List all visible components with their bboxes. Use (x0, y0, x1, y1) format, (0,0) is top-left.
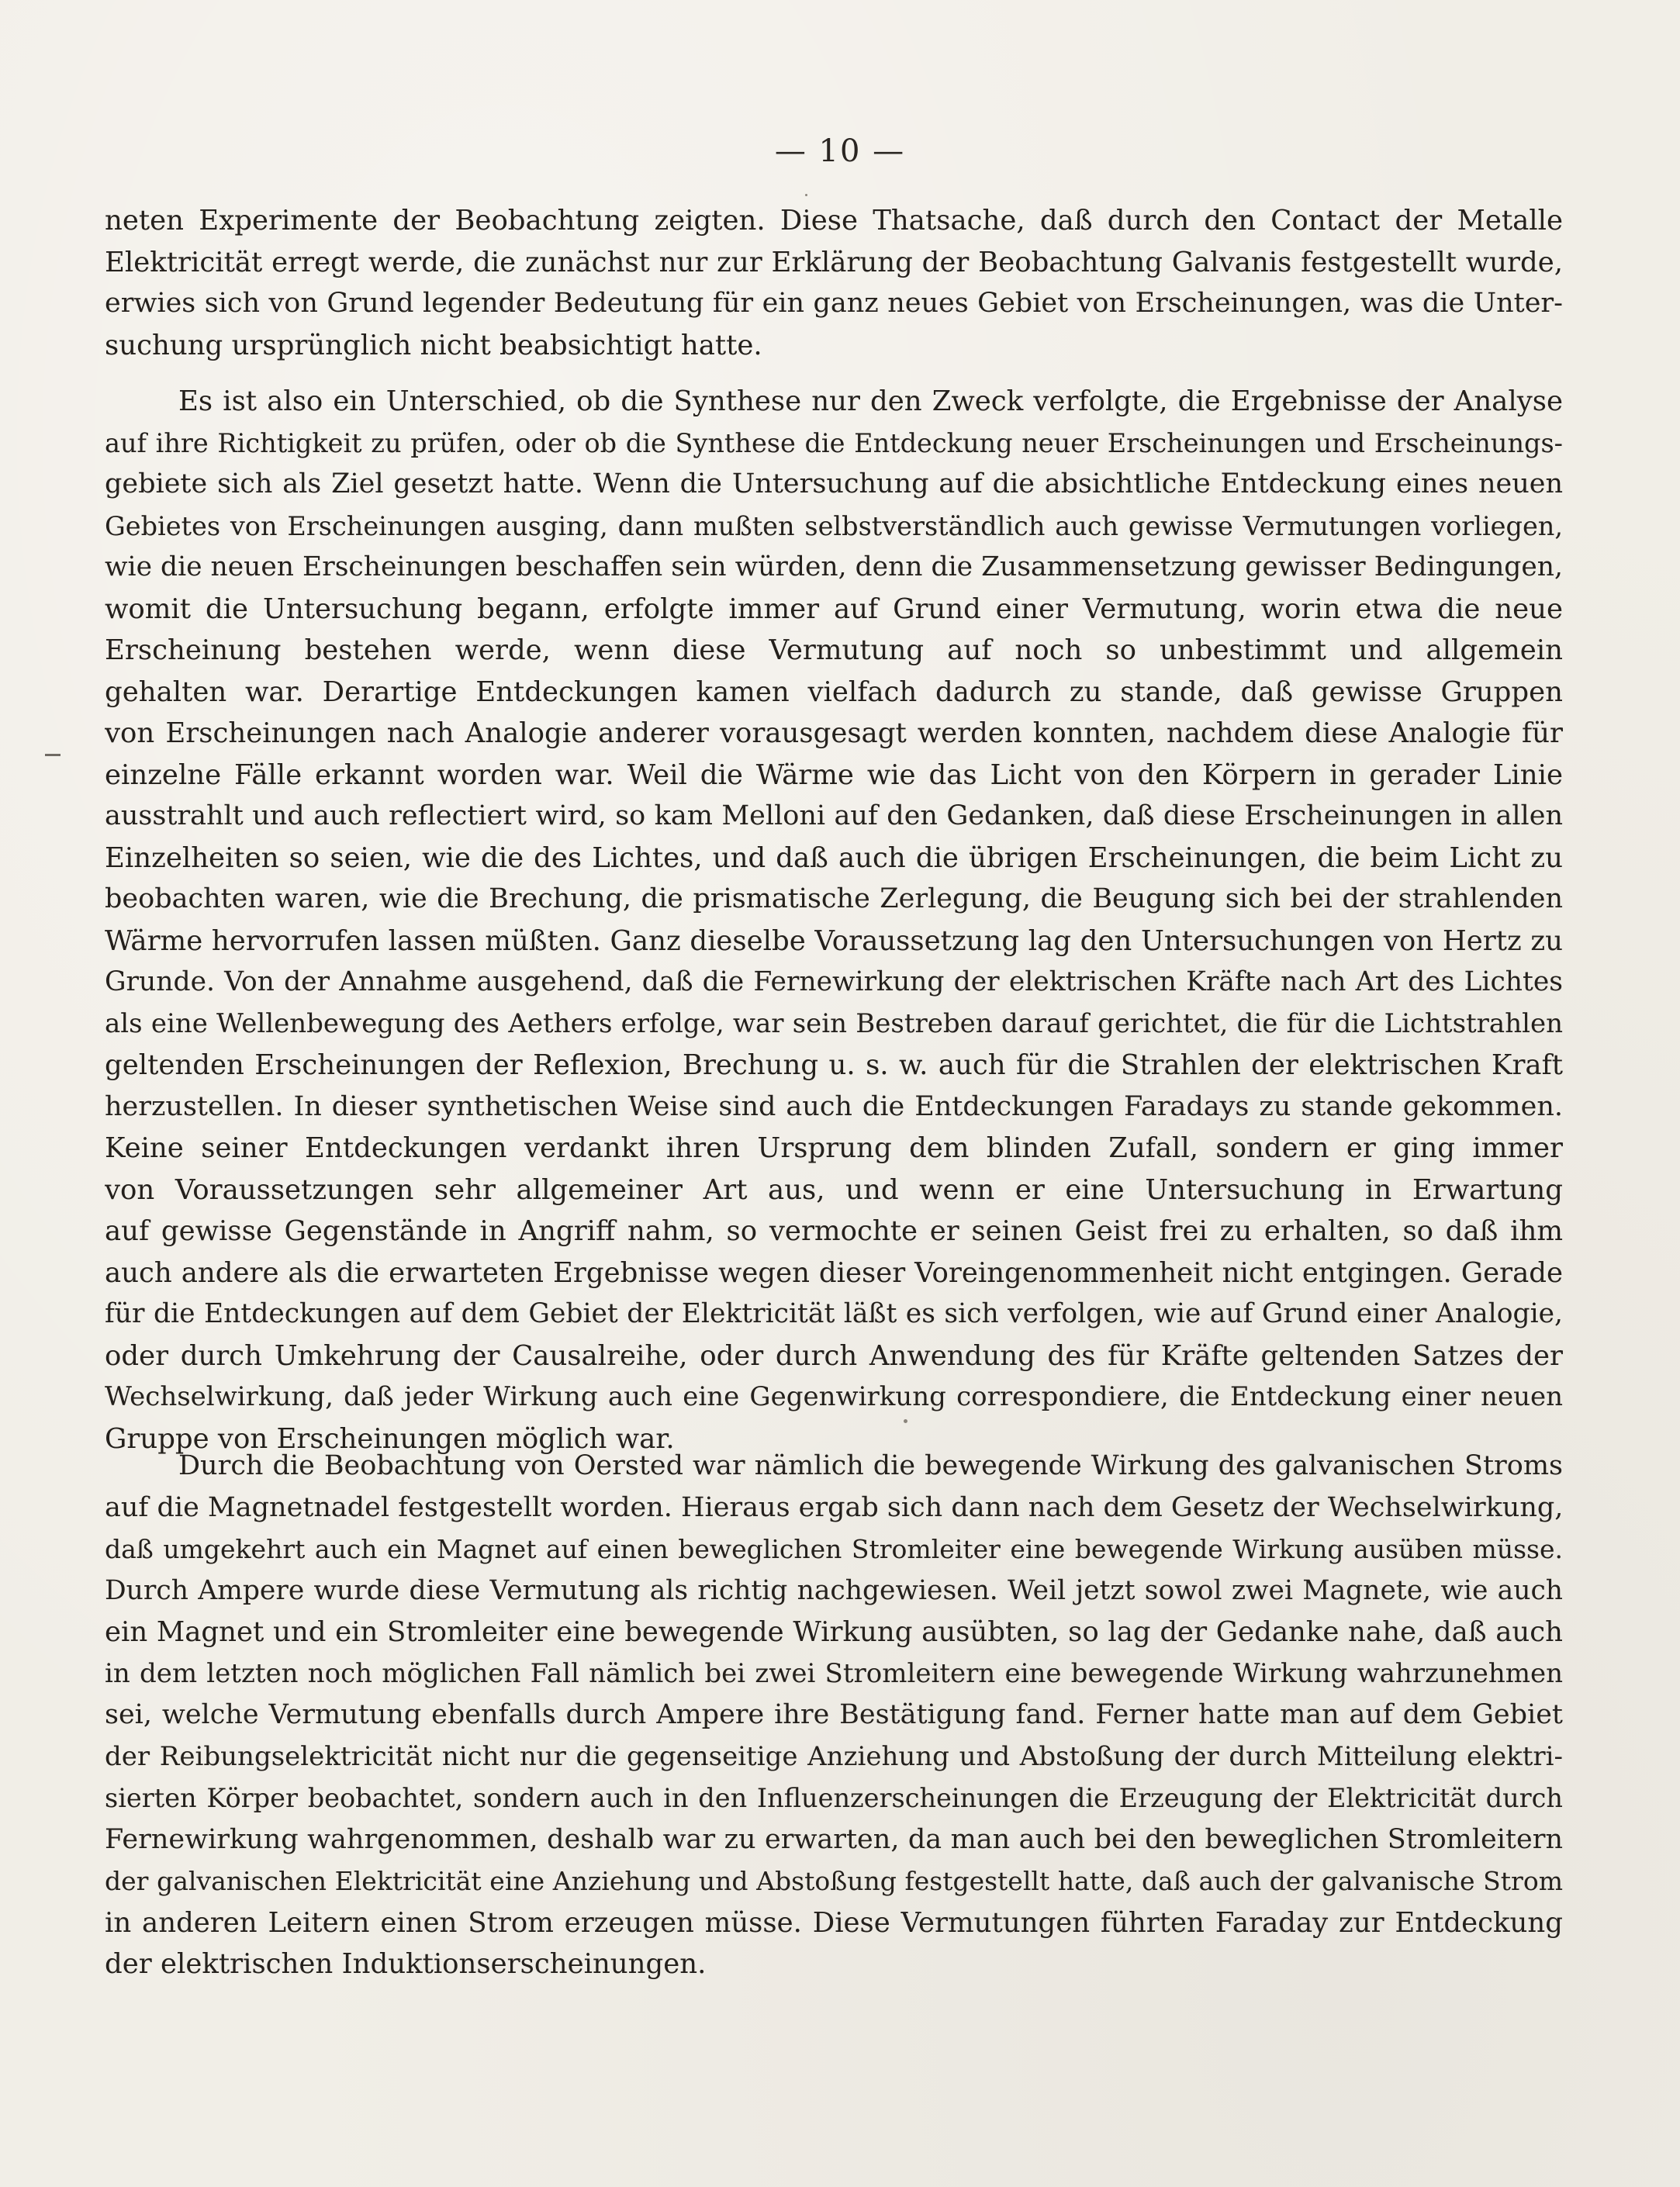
text-line: womit die Untersuchung begann, erfolgte immer auf Grund einer Vermutung, worin etwa die neue (105, 593, 1563, 625)
text-line: gebiete sich als Ziel gesetzt hatte. Wenn die Untersuchung auf die absichtliche Entdeckung eines neuen (105, 468, 1563, 499)
text-line: suchung ursprünglich nicht beabsichtigt hatte. (105, 329, 762, 361)
text-line: auch andere als die erwarteten Ergebnisse wegen dieser Voreingenommenheit nicht entgingen. Gerade (105, 1256, 1563, 1289)
text-line: auf die Magnetnadel festgestellt worden. Hieraus ergab sich dann nach dem Gesetz der Wechselwirkung, (105, 1491, 1563, 1523)
paragraph-1 (105, 200, 1563, 366)
paragraph-2 (105, 381, 1563, 1460)
text-line: sei, welche Vermutung ebenfalls durch Ampere ihre Bestätigung fand. Ferner hatte man auf dem Gebiet (105, 1699, 1563, 1730)
text-line: der Reibungselektricität nicht nur die gegenseitige Anziehung und Abstoßung der durch Mitteilung elektri- (105, 1740, 1563, 1772)
text-line: von Erscheinungen nach Analogie anderer vorausgesagt werden konnten, nachdem diese Analogie für (105, 717, 1563, 749)
text-line: Grunde. Von der Annahme ausgehend, daß die Fernewirkung der elektrischen Kräfte nach Art des Lichtes (105, 966, 1563, 997)
text-line: Einzelheiten so seien, wie die des Lichtes, und daß auch die übrigen Erscheinungen, die beim Licht zu (105, 841, 1563, 874)
text-line: von Voraussetzungen sehr allgemeiner Art aus, und wenn er eine Untersuchung in Erwartung (105, 1173, 1563, 1206)
text-line: geltenden Erscheinungen der Reflexion, Brechung u. s. w. auch für die Strahlen der elektrischen Kraft (105, 1049, 1563, 1081)
text-line: Keine seiner Entdeckungen verdankt ihren Ursprung dem blinden Zufall, sondern er ging immer (105, 1132, 1563, 1164)
text-line: erwies sich von Grund legender Bedeutung für ein ganz neues Gebiet von Erscheinungen, was die Unter- (105, 288, 1563, 319)
text-line: Elektricität erregt werde, die zunächst nur zur Erklärung der Beobachtung Galvanis festgestellt wurde, (105, 246, 1563, 278)
text-line: herzustellen. In dieser synthetischen Weise sind auch die Entdeckungen Faradays zu stande gekommen. (105, 1090, 1563, 1122)
text-line: daß umgekehrt auch ein Magnet auf einen beweglichen Stromleiter eine bewegende Wirkung ausüben müsse. (105, 1534, 1563, 1564)
text-line: der elektrischen Induktionserscheinungen. (105, 1948, 707, 1980)
text-line: in dem letzten noch möglichen Fall nämlich bei zwei Stromleitern eine bewegende Wirkung wahrzunehmen (105, 1657, 1563, 1689)
text-line: neten Experimente der Beobachtung zeigten. Diese Thatsache, daß durch den Contact der Metalle (105, 205, 1563, 237)
text-line: Gruppe von Erscheinungen möglich war. (105, 1422, 675, 1455)
text-line: für die Entdeckungen auf dem Gebiet der Elektricität läßt es sich verfolgen, wie auf Grund einer Analogie, (105, 1298, 1563, 1329)
text-line: oder durch Umkehrung der Causalreihe, oder durch Anwendung des für Kräfte geltenden Satzes der (105, 1339, 1563, 1372)
text-line: gehalten war. Derartige Entdeckungen kamen vielfach dadurch zu stande, daß gewisse Gruppen (105, 675, 1563, 708)
text-line: als eine Wellenbewegung des Aethers erfolge, war sein Bestreben darauf gerichtet, die für die Lichtstrahlen (105, 1007, 1563, 1039)
text-line: einzelne Fälle erkannt worden war. Weil die Wärme wie das Licht von den Körpern in gerader Linie (105, 758, 1563, 791)
text-line: ein Magnet und ein Stromleiter eine bewegende Wirkung ausübten, so lag der Gedanke nahe, daß auch (105, 1616, 1563, 1648)
text-line: in anderen Leitern einen Strom erzeugen müsse. Diese Vermutungen führten Faraday zur Entdeckung (105, 1906, 1563, 1939)
text-line: Gebietes von Erscheinungen ausging, dann mußten selbstverständlich auch gewisse Vermutungen vorliegen, (105, 510, 1563, 541)
text-line: beobachten waren, wie die Brechung, die prismatische Zerlegung, die Beugung sich bei der strahlenden (105, 883, 1563, 914)
text-line: der galvanischen Elektricität eine Anziehung und Abstoßung festgestellt hatte, daß auch der galvanische Strom (105, 1866, 1563, 1896)
margin-dash-mark (45, 754, 60, 756)
text-line: Durch die Beobachtung von Oersted war nämlich die bewegende Wirkung des galvanischen Stroms (178, 1450, 1563, 1481)
text-line: ausstrahlt und auch reflectiert wird, so kam Melloni auf den Gedanken, daß diese Erscheinungen in allen (105, 800, 1563, 831)
text-line: Wärme hervorrufen lassen müßten. Ganz dieselbe Voraussetzung lag den Untersuchungen von Hertz zu (105, 924, 1563, 957)
text-line: auf gewisse Gegenstände in Angriff nahm, so vermochte er seinen Geist frei zu erhalten, so daß ihm (105, 1215, 1563, 1247)
text-line: auf ihre Richtigkeit zu prüfen, oder ob die Synthese die Entdeckung neuer Erscheinungen und Erscheinungs- (105, 427, 1563, 458)
text-line: Durch Ampere wurde diese Vermutung als richtig nachgewiesen. Weil jetzt sowol zwei Magnete, wie auch (105, 1574, 1563, 1606)
text-line: Wechselwirkung, daß jeder Wirkung auch eine Gegenwirkung correspondiere, die Entdeckung einer neuen (105, 1381, 1563, 1412)
page-number: — 10 — (774, 133, 906, 169)
text-line: Fernewirkung wahrgenommen, deshalb war zu erwarten, da man auch bei den beweglichen Stromleitern (105, 1823, 1563, 1855)
paragraph-3 (105, 1446, 1563, 1985)
text-line: wie die neuen Erscheinungen beschaffen sein würden, denn die Zusammensetzung gewisser Bedingungen, (105, 551, 1563, 582)
paper-speck (805, 194, 807, 196)
text-line: Erscheinung bestehen werde, wenn diese Vermutung auf noch so unbestimmt und allgemein (105, 634, 1563, 666)
text-line: sierten Körper beobachtet, sondern auch in den Influenzerscheinungen die Erzeugung der Elektricität durch (105, 1783, 1563, 1813)
text-line: Es ist also ein Unterschied, ob die Synthese nur den Zweck verfolgte, die Ergebnisse der Analyse (178, 385, 1563, 417)
